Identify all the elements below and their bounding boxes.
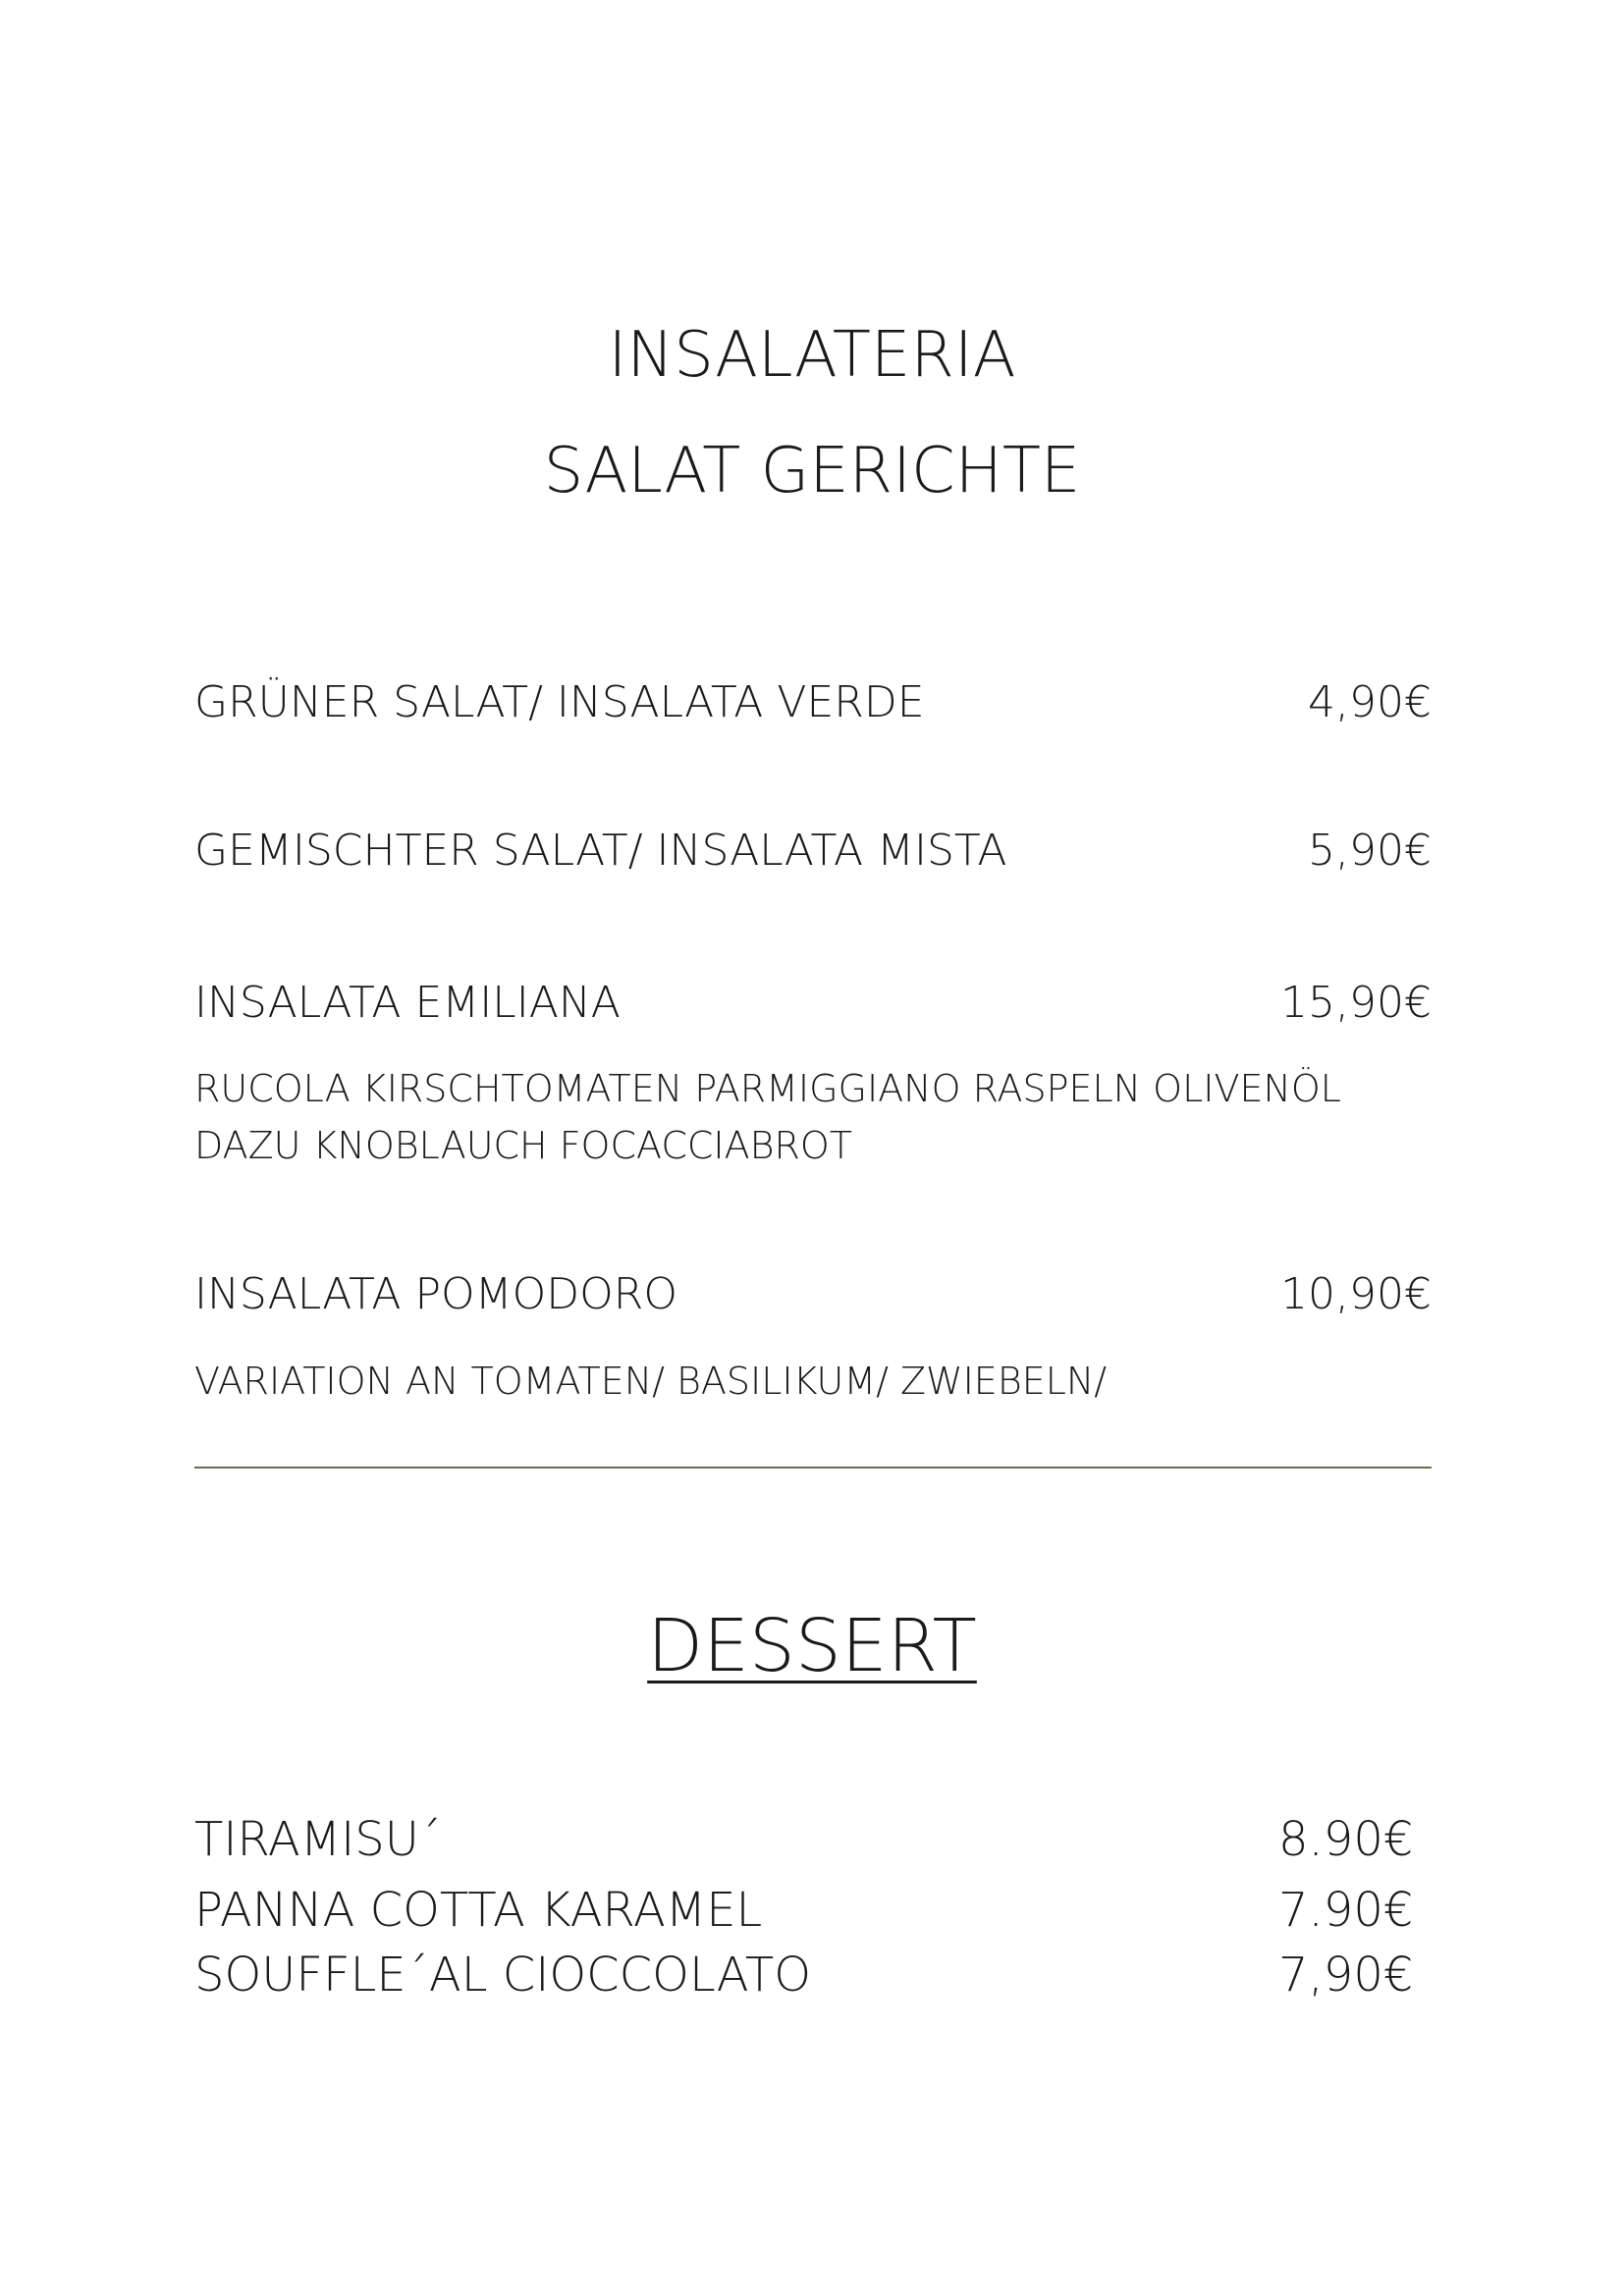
menu-item-price: 5,90€ <box>1308 826 1432 876</box>
dessert-item-price: 7.90€ <box>1278 1883 1414 1938</box>
dessert-item-price: 7,90€ <box>1278 1948 1414 2002</box>
dessert-item-price: 8.90€ <box>1278 1812 1414 1867</box>
menu-item-price: 15,90€ <box>1280 978 1432 1028</box>
menu-item-price: 4,90€ <box>1308 677 1432 727</box>
dessert-heading-text: DESSERT <box>647 1604 977 1688</box>
dessert-item-name: PANNA COTTA KARAMEL <box>194 1883 763 1938</box>
dessert-item-name: TIRAMISU´ <box>194 1812 443 1867</box>
page-title: INSALATERIA <box>608 319 1016 392</box>
menu-item-description: RUCOLA KIRSCHTOMATEN PARMIGGIANO RASPELN OLIVENÖL DAZU KNOBLAUCH FOCACCIABROT <box>194 1067 1341 1167</box>
menu-item-name: GEMISCHTER SALAT/ INSALATA MISTA <box>194 826 1007 876</box>
menu-item-price: 10,90€ <box>1280 1269 1432 1319</box>
menu-item-description: VARIATION AN TOMATEN/ BASILIKUM/ ZWIEBELN/ <box>194 1360 1108 1403</box>
menu-item-name: GRÜNER SALAT/ INSALATA VERDE <box>194 677 925 727</box>
dessert-item-name: SOUFFLE´AL CIOCCOLATO <box>194 1948 812 2002</box>
menu-item-name: INSALATA EMILIANA <box>194 978 621 1028</box>
dessert-heading <box>0 1604 1624 1688</box>
menu-item-name: INSALATA POMODORO <box>194 1269 677 1319</box>
page-subtitle: SALAT GERICHTE <box>543 435 1081 507</box>
section-divider <box>194 1467 1432 1468</box>
